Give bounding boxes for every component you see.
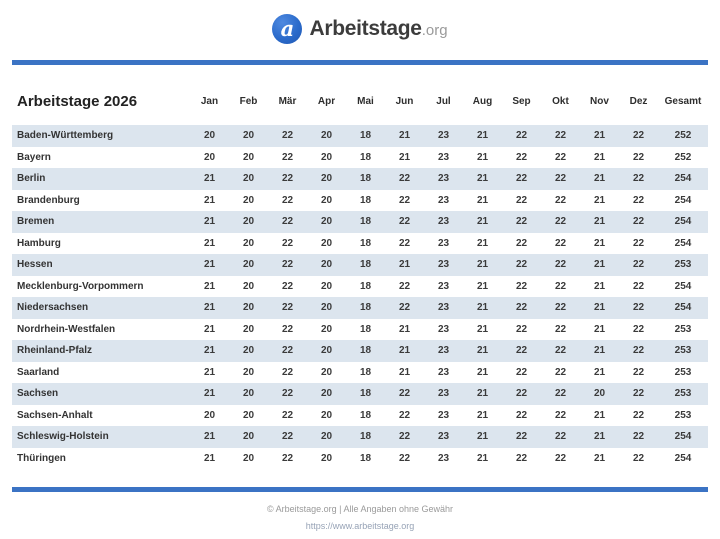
column-header-apr: Apr xyxy=(317,95,336,107)
logo-brand: Arbeitstage xyxy=(309,17,422,40)
workdays-cell: 18 xyxy=(359,237,372,249)
workdays-cell: 22 xyxy=(515,409,528,421)
workdays-cell: 22 xyxy=(632,366,645,378)
workdays-cell: 20 xyxy=(242,323,255,335)
workdays-cell: 23 xyxy=(437,409,450,421)
column-header-okt: Okt xyxy=(552,95,569,107)
workdays-cell: 20 xyxy=(320,280,333,292)
workdays-cell: 20 xyxy=(320,130,333,142)
workdays-cell: 20 xyxy=(242,302,255,314)
arbeitstage-table xyxy=(12,65,708,469)
workdays-cell: 21 xyxy=(476,216,489,228)
workdays-cell: 22 xyxy=(554,237,567,249)
workdays-cell: 22 xyxy=(281,237,294,249)
workdays-cell: 21 xyxy=(398,323,411,335)
workdays-cell: 21 xyxy=(593,173,606,185)
workdays-cell: 21 xyxy=(203,388,216,400)
workdays-cell: 22 xyxy=(632,323,645,335)
workdays-cell: 22 xyxy=(281,323,294,335)
state-name: Sachsen xyxy=(17,388,59,400)
logo-a-glyph: a xyxy=(280,15,295,41)
workdays-cell: 23 xyxy=(437,173,450,185)
workdays-cell: 21 xyxy=(593,259,606,271)
workdays-cell: 21 xyxy=(203,431,216,443)
total-cell: 254 xyxy=(674,237,692,249)
workdays-cell: 21 xyxy=(203,237,216,249)
table-row xyxy=(12,319,708,341)
page-title: Arbeitstage 2026 xyxy=(17,92,138,110)
state-name: Niedersachsen xyxy=(17,302,89,314)
workdays-cell: 20 xyxy=(320,194,333,206)
workdays-cell: 21 xyxy=(476,194,489,206)
workdays-cell: 22 xyxy=(281,216,294,228)
table-row xyxy=(12,276,708,298)
table-row xyxy=(12,254,708,276)
state-name: Brandenburg xyxy=(17,194,80,206)
workdays-cell: 22 xyxy=(281,259,294,271)
workdays-cell: 20 xyxy=(242,237,255,249)
workdays-cell: 21 xyxy=(476,388,489,400)
table-header-row xyxy=(12,65,708,125)
workdays-cell: 21 xyxy=(398,345,411,357)
workdays-cell: 21 xyxy=(476,259,489,271)
workdays-cell: 22 xyxy=(515,345,528,357)
workdays-cell: 20 xyxy=(242,409,255,421)
workdays-cell: 21 xyxy=(476,302,489,314)
workdays-cell: 22 xyxy=(281,388,294,400)
workdays-cell: 21 xyxy=(476,452,489,464)
state-name: Bremen xyxy=(17,216,55,228)
total-cell: 254 xyxy=(674,173,692,185)
workdays-cell: 22 xyxy=(281,173,294,185)
table-row xyxy=(12,362,708,384)
workdays-cell: 22 xyxy=(632,302,645,314)
workdays-cell: 21 xyxy=(593,216,606,228)
site-footer xyxy=(0,503,720,534)
column-header-feb: Feb xyxy=(239,95,258,107)
workdays-cell: 20 xyxy=(320,173,333,185)
total-cell: 252 xyxy=(674,130,692,142)
workdays-cell: 22 xyxy=(554,366,567,378)
workdays-cell: 22 xyxy=(281,151,294,163)
table-row xyxy=(12,233,708,255)
workdays-cell: 22 xyxy=(632,409,645,421)
total-cell: 254 xyxy=(674,302,692,314)
column-header-jul: Jul xyxy=(436,95,451,107)
workdays-cell: 18 xyxy=(359,452,372,464)
total-cell: 254 xyxy=(674,280,692,292)
table-row xyxy=(12,211,708,233)
workdays-cell: 22 xyxy=(515,323,528,335)
table-row xyxy=(12,448,708,470)
workdays-cell: 20 xyxy=(320,323,333,335)
workdays-cell: 21 xyxy=(593,345,606,357)
workdays-cell: 22 xyxy=(632,173,645,185)
workdays-cell: 22 xyxy=(515,130,528,142)
workdays-cell: 22 xyxy=(554,280,567,292)
workdays-cell: 22 xyxy=(281,345,294,357)
workdays-cell: 21 xyxy=(476,409,489,421)
workdays-cell: 21 xyxy=(476,151,489,163)
workdays-cell: 22 xyxy=(554,216,567,228)
workdays-cell: 23 xyxy=(437,452,450,464)
workdays-cell: 21 xyxy=(593,280,606,292)
workdays-cell: 22 xyxy=(515,237,528,249)
workdays-cell: 21 xyxy=(593,130,606,142)
workdays-cell: 22 xyxy=(281,366,294,378)
state-name: Thüringen xyxy=(17,452,66,464)
workdays-cell: 22 xyxy=(632,130,645,142)
workdays-cell: 21 xyxy=(593,366,606,378)
workdays-cell: 22 xyxy=(281,280,294,292)
workdays-cell: 23 xyxy=(437,431,450,443)
workdays-cell: 22 xyxy=(281,409,294,421)
total-cell: 253 xyxy=(674,388,692,400)
workdays-cell: 22 xyxy=(398,173,411,185)
workdays-cell: 21 xyxy=(203,323,216,335)
workdays-cell: 21 xyxy=(203,302,216,314)
workdays-cell: 21 xyxy=(398,259,411,271)
workdays-cell: 22 xyxy=(281,431,294,443)
workdays-cell: 21 xyxy=(203,216,216,228)
workdays-cell: 22 xyxy=(281,130,294,142)
workdays-cell: 20 xyxy=(320,388,333,400)
workdays-cell: 22 xyxy=(515,216,528,228)
total-cell: 253 xyxy=(674,409,692,421)
state-name: Hamburg xyxy=(17,237,61,249)
table-row xyxy=(12,125,708,147)
workdays-cell: 21 xyxy=(203,280,216,292)
workdays-cell: 18 xyxy=(359,431,372,443)
bottom-divider xyxy=(12,487,708,492)
workdays-cell: 22 xyxy=(515,259,528,271)
workdays-cell: 20 xyxy=(320,431,333,443)
workdays-cell: 20 xyxy=(242,151,255,163)
workdays-cell: 23 xyxy=(437,280,450,292)
workdays-cell: 21 xyxy=(476,323,489,335)
workdays-cell: 21 xyxy=(398,366,411,378)
workdays-cell: 21 xyxy=(476,345,489,357)
workdays-cell: 22 xyxy=(398,194,411,206)
state-name: Rheinland-Pfalz xyxy=(17,345,93,357)
workdays-cell: 21 xyxy=(203,452,216,464)
table-row xyxy=(12,297,708,319)
workdays-cell: 18 xyxy=(359,302,372,314)
workdays-cell: 21 xyxy=(476,431,489,443)
state-name: Sachsen-Anhalt xyxy=(17,409,93,421)
total-cell: 253 xyxy=(674,323,692,335)
state-name: Mecklenburg-Vorpommern xyxy=(17,280,144,292)
workdays-cell: 18 xyxy=(359,323,372,335)
workdays-cell: 20 xyxy=(593,388,606,400)
workdays-cell: 21 xyxy=(398,151,411,163)
logo-text xyxy=(309,17,447,41)
workdays-cell: 22 xyxy=(632,345,645,357)
table-row xyxy=(12,426,708,448)
workdays-cell: 20 xyxy=(242,388,255,400)
workdays-cell: 22 xyxy=(281,452,294,464)
state-name: Baden-Württemberg xyxy=(17,130,114,142)
total-cell: 254 xyxy=(674,216,692,228)
workdays-cell: 22 xyxy=(515,431,528,443)
workdays-cell: 22 xyxy=(554,388,567,400)
logo[interactable] xyxy=(272,14,447,44)
state-name: Nordrhein-Westfalen xyxy=(17,323,116,335)
workdays-cell: 22 xyxy=(515,366,528,378)
workdays-cell: 21 xyxy=(398,130,411,142)
workdays-cell: 21 xyxy=(593,409,606,421)
workdays-cell: 18 xyxy=(359,130,372,142)
workdays-cell: 22 xyxy=(554,194,567,206)
workdays-cell: 20 xyxy=(320,452,333,464)
workdays-cell: 21 xyxy=(476,173,489,185)
workdays-cell: 21 xyxy=(593,302,606,314)
workdays-cell: 23 xyxy=(437,216,450,228)
table-row xyxy=(12,405,708,427)
workdays-cell: 20 xyxy=(242,280,255,292)
total-cell: 254 xyxy=(674,452,692,464)
workdays-cell: 18 xyxy=(359,409,372,421)
workdays-cell: 20 xyxy=(320,151,333,163)
total-cell: 252 xyxy=(674,151,692,163)
workdays-cell: 22 xyxy=(398,216,411,228)
workdays-cell: 22 xyxy=(554,409,567,421)
workdays-cell: 21 xyxy=(593,194,606,206)
workdays-cell: 20 xyxy=(242,366,255,378)
workdays-cell: 23 xyxy=(437,130,450,142)
workdays-cell: 21 xyxy=(476,237,489,249)
workdays-cell: 20 xyxy=(242,452,255,464)
workdays-cell: 20 xyxy=(320,237,333,249)
table-row xyxy=(12,190,708,212)
workdays-cell: 22 xyxy=(398,302,411,314)
workdays-cell: 21 xyxy=(203,194,216,206)
workdays-cell: 22 xyxy=(554,151,567,163)
workdays-cell: 23 xyxy=(437,151,450,163)
workdays-cell: 22 xyxy=(398,452,411,464)
workdays-cell: 20 xyxy=(203,409,216,421)
workdays-cell: 22 xyxy=(515,302,528,314)
workdays-cell: 21 xyxy=(593,431,606,443)
workdays-cell: 22 xyxy=(398,237,411,249)
workdays-cell: 21 xyxy=(203,259,216,271)
table-row xyxy=(12,168,708,190)
copyright-text: © Arbeitstage.org | Alle Angaben ohne Gewähr xyxy=(266,504,454,514)
workdays-cell: 22 xyxy=(281,194,294,206)
total-cell: 254 xyxy=(674,194,692,206)
workdays-cell: 18 xyxy=(359,345,372,357)
workdays-cell: 18 xyxy=(359,259,372,271)
total-cell: 253 xyxy=(674,345,692,357)
workdays-cell: 23 xyxy=(437,366,450,378)
table-row xyxy=(12,340,708,362)
workdays-cell: 18 xyxy=(359,388,372,400)
workdays-cell: 22 xyxy=(632,388,645,400)
workdays-cell: 20 xyxy=(320,409,333,421)
workdays-cell: 22 xyxy=(554,431,567,443)
workdays-cell: 23 xyxy=(437,237,450,249)
state-name: Saarland xyxy=(17,366,60,378)
workdays-cell: 22 xyxy=(515,452,528,464)
workdays-cell: 21 xyxy=(476,280,489,292)
workdays-cell: 20 xyxy=(242,259,255,271)
workdays-cell: 22 xyxy=(632,151,645,163)
column-header-aug: Aug xyxy=(472,95,493,107)
workdays-cell: 18 xyxy=(359,280,372,292)
column-header-dez: Dez xyxy=(629,95,648,107)
state-name: Bayern xyxy=(17,151,51,163)
workdays-cell: 20 xyxy=(320,259,333,271)
workdays-cell: 22 xyxy=(398,431,411,443)
workdays-cell: 21 xyxy=(203,173,216,185)
workdays-cell: 23 xyxy=(437,194,450,206)
workdays-cell: 18 xyxy=(359,216,372,228)
state-name: Berlin xyxy=(17,173,46,185)
workdays-cell: 18 xyxy=(359,151,372,163)
site-header xyxy=(0,0,720,60)
column-header-jun: Jun xyxy=(395,95,414,107)
workdays-cell: 20 xyxy=(242,173,255,185)
workdays-cell: 22 xyxy=(515,151,528,163)
column-header-gesamt: Gesamt xyxy=(664,95,702,107)
workdays-cell: 22 xyxy=(632,259,645,271)
workdays-cell: 21 xyxy=(476,366,489,378)
workdays-cell: 20 xyxy=(320,216,333,228)
workdays-cell: 22 xyxy=(632,431,645,443)
total-cell: 253 xyxy=(674,259,692,271)
workdays-cell: 22 xyxy=(632,280,645,292)
table-row xyxy=(12,383,708,405)
state-name: Schleswig-Holstein xyxy=(17,431,109,443)
column-header-mai: Mai xyxy=(357,95,374,107)
workdays-cell: 22 xyxy=(554,323,567,335)
workdays-cell: 22 xyxy=(554,130,567,142)
total-cell: 254 xyxy=(674,431,692,443)
workdays-cell: 20 xyxy=(320,345,333,357)
workdays-cell: 18 xyxy=(359,366,372,378)
site-url-link[interactable]: https://www.arbeitstage.org xyxy=(305,521,415,531)
workdays-cell: 20 xyxy=(203,151,216,163)
state-name: Hessen xyxy=(17,259,53,271)
workdays-cell: 22 xyxy=(554,452,567,464)
workdays-cell: 21 xyxy=(593,452,606,464)
workdays-cell: 23 xyxy=(437,259,450,271)
workdays-cell: 22 xyxy=(632,452,645,464)
workdays-cell: 20 xyxy=(320,302,333,314)
workdays-cell: 23 xyxy=(437,302,450,314)
workdays-cell: 23 xyxy=(437,345,450,357)
workdays-cell: 18 xyxy=(359,173,372,185)
column-header-nov: Nov xyxy=(590,95,609,107)
main-content xyxy=(0,65,720,469)
workdays-cell: 23 xyxy=(437,323,450,335)
column-header-jan: Jan xyxy=(200,95,219,107)
workdays-cell: 23 xyxy=(437,388,450,400)
table-row xyxy=(12,147,708,169)
workdays-cell: 20 xyxy=(242,345,255,357)
logo-tld: .org xyxy=(421,22,448,39)
workdays-cell: 22 xyxy=(515,388,528,400)
workdays-cell: 20 xyxy=(320,366,333,378)
workdays-cell: 22 xyxy=(554,345,567,357)
workdays-cell: 21 xyxy=(476,130,489,142)
workdays-cell: 22 xyxy=(515,194,528,206)
workdays-cell: 22 xyxy=(632,216,645,228)
workdays-cell: 21 xyxy=(203,345,216,357)
workdays-cell: 21 xyxy=(203,366,216,378)
workdays-cell: 21 xyxy=(593,237,606,249)
workdays-cell: 22 xyxy=(554,302,567,314)
workdays-cell: 20 xyxy=(242,130,255,142)
workdays-cell: 22 xyxy=(281,302,294,314)
workdays-cell: 20 xyxy=(203,130,216,142)
workdays-cell: 18 xyxy=(359,194,372,206)
workdays-cell: 22 xyxy=(632,237,645,249)
workdays-cell: 20 xyxy=(242,216,255,228)
workdays-cell: 20 xyxy=(242,431,255,443)
workdays-cell: 22 xyxy=(515,280,528,292)
workdays-cell: 22 xyxy=(632,194,645,206)
workdays-cell: 22 xyxy=(398,409,411,421)
workdays-cell: 21 xyxy=(593,323,606,335)
workdays-cell: 22 xyxy=(398,388,411,400)
column-header-sep: Sep xyxy=(512,95,531,107)
workdays-cell: 22 xyxy=(398,280,411,292)
total-cell: 253 xyxy=(674,366,692,378)
column-header-mär: Mär xyxy=(278,95,297,107)
workdays-cell: 20 xyxy=(242,194,255,206)
logo-a-circle-icon xyxy=(272,14,302,44)
workdays-cell: 22 xyxy=(554,173,567,185)
workdays-cell: 22 xyxy=(554,259,567,271)
workdays-cell: 21 xyxy=(593,151,606,163)
workdays-cell: 22 xyxy=(515,173,528,185)
